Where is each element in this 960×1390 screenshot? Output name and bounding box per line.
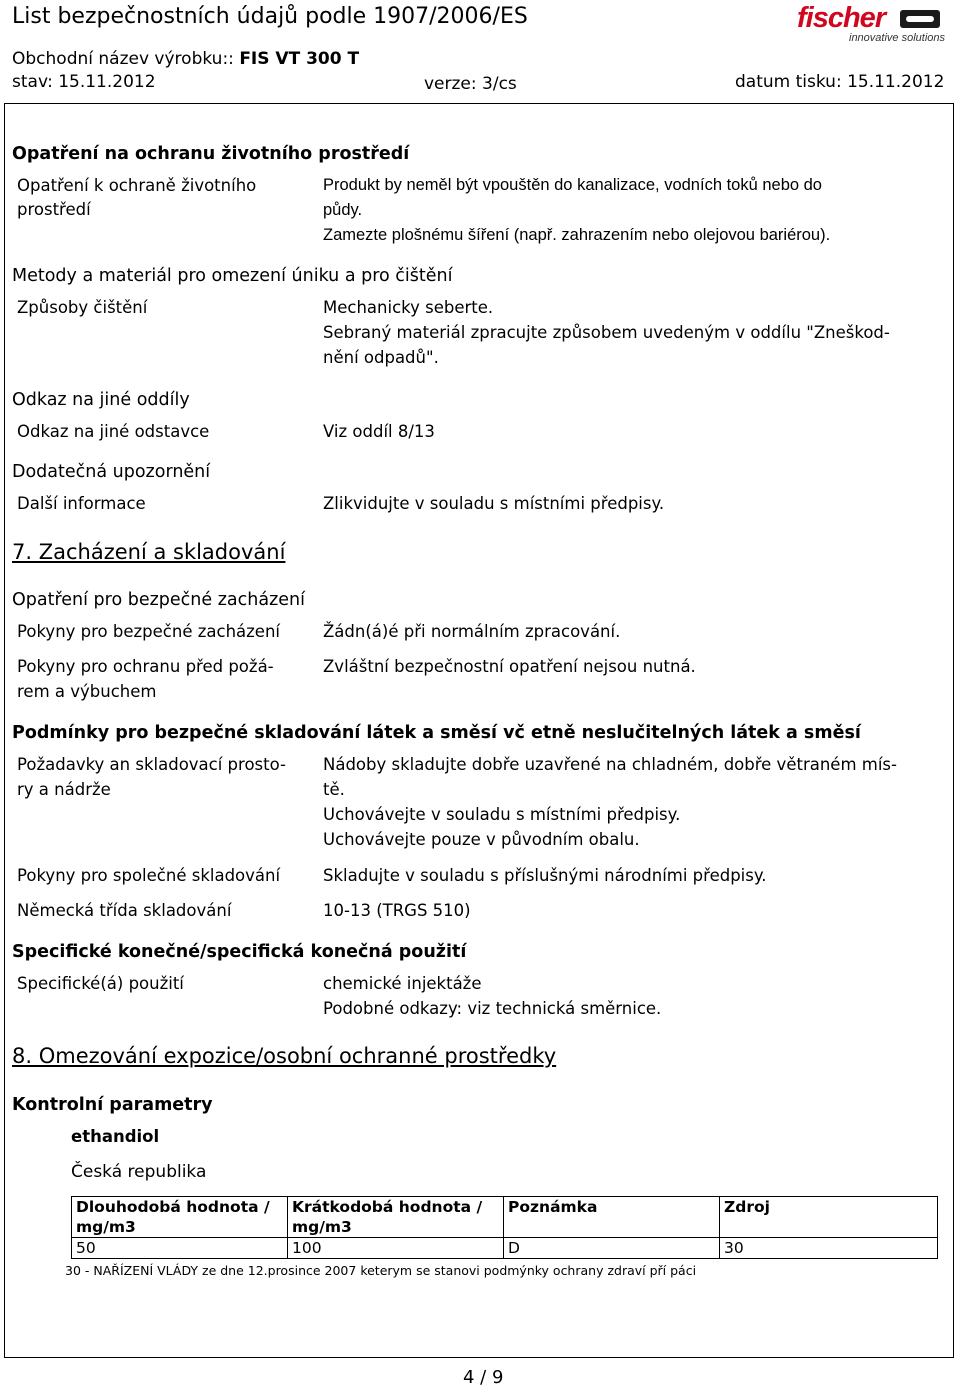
specific-use-line2: Podobné odkazy: viz technická směrnice. (323, 999, 662, 1018)
env-heading: Opatření na ochranu životního prostředí (12, 144, 410, 164)
storage-text-line3: Uchovávejte v souladu s místními předpisy. (323, 805, 681, 824)
product-line (12, 49, 359, 69)
clean-text-line1: Mechanicky seberte. (323, 298, 494, 317)
methods-heading: Metody a materiál pro omezení úniku a pro čištění (12, 266, 453, 286)
storage-heading: Podmínky pro bezpečné skladování látek a směsí vč etně neslučitelných látek a směsí (12, 723, 861, 743)
version: verze: 3/cs (424, 74, 517, 94)
substance-name: ethandiol (71, 1127, 160, 1146)
cell-long-term: 50 (72, 1238, 288, 1259)
clean-label: Způsoby čištění (17, 298, 148, 317)
product-name: FIS VT 300 T (239, 49, 360, 69)
cell-source: 30 (720, 1238, 938, 1259)
clean-text-line3: nění odpadů". (323, 348, 439, 367)
col-source: Zdroj (720, 1197, 938, 1238)
cell-note: D (504, 1238, 720, 1259)
env-label-line1: Opatření k ochraně životního (17, 176, 257, 195)
safe-handling-heading: Opatření pro bezpečné zacházení (12, 590, 305, 610)
table-header-row (72, 1197, 938, 1238)
fire-value: Zvláštní bezpečnostní opatření nejsou nutná. (323, 657, 696, 676)
col-short-term: Krátkodobá hodnota / mg/m3 (288, 1197, 504, 1238)
ref-label: Odkaz na jiné odstavce (17, 422, 210, 441)
env-text-line3: Zamezte plošnému šíření (např. zahrazením nebo olejovou bariérou). (323, 226, 831, 244)
document-title: List bezpečnostních údajů podle 1907/2006/ES (12, 4, 528, 29)
product-label: Obchodní název výrobku:: (12, 49, 234, 69)
fischer-logo: fischer (797, 2, 886, 34)
logo-badge-icon (900, 10, 940, 28)
storage-text-line4: Uchovávejte pouze v původním obalu. (323, 830, 640, 849)
col-long-term: Dlouhodobá hodnota / mg/m3 (72, 1197, 288, 1238)
col-note: Poznámka (504, 1197, 720, 1238)
german-class-label: Německá třída skladování (17, 901, 232, 920)
exposure-limits-table (71, 1196, 938, 1259)
specific-use-line1: chemické injektáže (323, 974, 482, 993)
section-8-title: 8. Omezování expozice/osobní ochranné prostředky (12, 1044, 557, 1068)
env-label-line2: prostředí (17, 200, 91, 219)
storage-text-line2: tě. (323, 780, 345, 799)
storage-text-line1: Nádoby skladujte dobře uzavřené na chladném, dobře větraném mís- (323, 755, 897, 774)
status-date: stav: 15.11.2012 (12, 72, 156, 92)
cell-short-term: 100 (288, 1238, 504, 1259)
storage-label-line1: Požadavky an skladovací prosto- (17, 755, 286, 774)
safe-handling-label: Pokyny pro bezpečné zacházení (17, 622, 280, 641)
page-number: 4 / 9 (463, 1367, 504, 1388)
control-params-heading: Kontrolní parametry (12, 1095, 213, 1115)
clean-text-line2: Sebraný materiál zpracujte způsobem uvedeným v oddílu "Zneškod- (323, 323, 890, 342)
german-class-value: 10-13 (TRGS 510) (323, 901, 471, 920)
additional-heading: Dodatečná upozornění (12, 462, 211, 482)
country: Česká republika (71, 1162, 207, 1182)
storage-label-line2: ry a nádrže (17, 780, 111, 799)
specific-use-label: Specifické(á) použití (17, 974, 184, 993)
specific-use-heading: Specifické konečné/specifická konečná použití (12, 942, 467, 962)
ref-heading: Odkaz na jiné oddíly (12, 390, 190, 410)
env-text-line2: půdy. (323, 201, 363, 219)
section-7-title: 7. Zacházení a skladování (12, 540, 286, 564)
joint-storage-label: Pokyny pro společné skladování (17, 866, 281, 885)
fire-label-line2: rem a výbuchem (17, 682, 157, 701)
additional-label: Další informace (17, 494, 146, 513)
additional-value: Zlikvidujte v souladu s místními předpisy. (323, 494, 665, 513)
fire-label-line1: Pokyny pro ochranu před požá- (17, 657, 274, 676)
print-date: datum tisku: 15.11.2012 (735, 72, 945, 92)
safe-handling-value: Žádn(á)é při normálním zpracování. (323, 622, 621, 641)
table-footnote: 30 - NAŘÍZENÍ VLÁDY ze dne 12.prosince 2007 keterym se stanovi podmýnky ochrany zdraví pří páci (65, 1263, 697, 1278)
ref-value: Viz oddíl 8/13 (323, 422, 435, 441)
logo-tagline: innovative solutions (849, 32, 946, 44)
table-row (72, 1238, 938, 1259)
env-text-line1: Produkt by neměl být vpouštěn do kanalizace, vodních toků nebo do (323, 176, 822, 194)
joint-storage-value: Skladujte v souladu s příslušnými národními předpisy. (323, 866, 767, 885)
